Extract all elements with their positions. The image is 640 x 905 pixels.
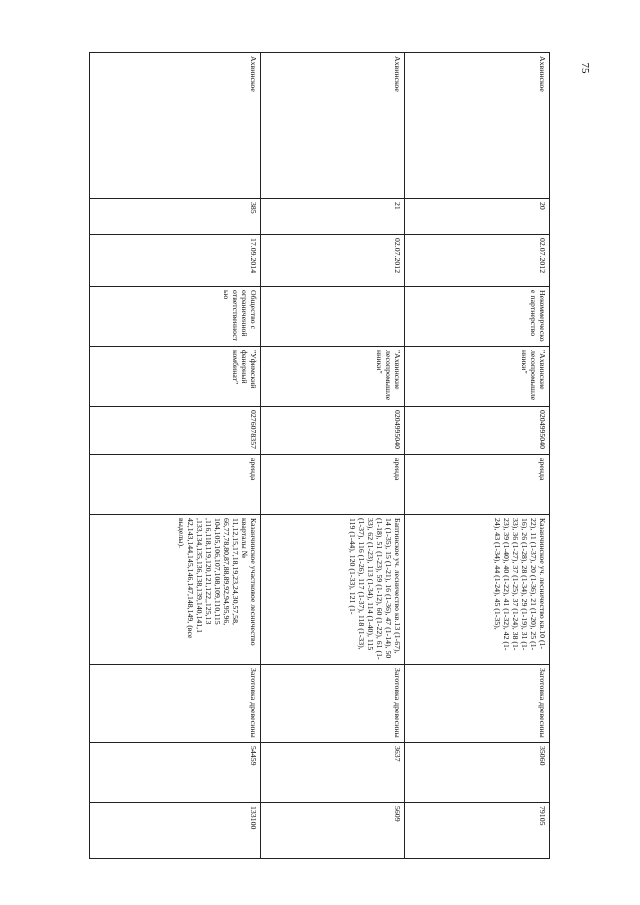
page-number: 75 xyxy=(579,62,591,74)
cell-org-name: "Ахвинские лесопромышленники" xyxy=(405,347,550,407)
cell-inn: 0204995040 xyxy=(405,407,550,455)
cell-inn: 0276078357 xyxy=(90,407,261,455)
forest-lease-table xyxy=(89,52,550,859)
cell-volume: 133100 xyxy=(90,803,261,859)
cell-use: аренда xyxy=(90,455,261,515)
cell-number: 385 xyxy=(90,199,261,235)
cell-org-type: Общество с ограниченной ответственностью xyxy=(90,287,261,347)
cell-purpose: Заготовка древесины xyxy=(405,665,550,743)
cell-org-type xyxy=(261,287,405,347)
cell-number: 21 xyxy=(261,199,405,235)
cell-date: 02.07.2012 xyxy=(261,235,405,287)
cell-district: Ахвинское xyxy=(405,53,550,199)
cell-org-name: "Уфимский фанерный комбинат" xyxy=(90,347,261,407)
table-row xyxy=(405,53,550,859)
table-row xyxy=(261,53,405,859)
cell-area: 3637 xyxy=(261,743,405,803)
cell-volume: 79105 xyxy=(405,803,550,859)
cell-org-name: "Ахвинские лесопромышленники" xyxy=(261,347,405,407)
cell-area: 54459 xyxy=(90,743,261,803)
cell-date: 02.07.2012 xyxy=(405,235,550,287)
forest-lease-table-frame xyxy=(90,52,550,858)
cell-district: Ахвинское xyxy=(90,53,261,199)
cell-purpose: Заготовка древесины xyxy=(261,665,405,743)
table-row xyxy=(90,53,261,859)
cell-number: 20 xyxy=(405,199,550,235)
cell-location: Казанчинское участковое лесничество кварталы № 11,12,15,17,18,19,23,24,30,57,58, 66,77,78,80,87,88,89,92,94,95,96, 104,105,106,107,108,109,110,115 ,116,118,119,120,121,122,,125,13 ,133,134,135,136,138,139,140,141,1 42,143,144,145,146,147,148,149, (все выделы). xyxy=(90,515,261,665)
cell-org-type: Некоммерческое партнерство xyxy=(405,287,550,347)
cell-use: аренда xyxy=(405,455,550,515)
cell-use: аренда xyxy=(261,455,405,515)
cell-area: 35060 xyxy=(405,743,550,803)
cell-volume: 5609 xyxy=(261,803,405,859)
rotated-table-container xyxy=(90,52,550,858)
cell-date: 17.09.2014 xyxy=(90,235,261,287)
cell-purpose: Заготовка древесины xyxy=(90,665,261,743)
cell-location: Казанчинское уч. лесничество кв.10 (1-22), 11 (1-37), 20 (1-36), 21 (1-20), 25 (1-16), 26 (1-28), 28 (1-34), 29 (1-19), 31 (1-33), 36 (1-27), 37 (1-25), 37 (1-24), 38 (1-23), 39 (1-40), 40 (1-22), 41 (1-32), 42 (1-24), 43 (1-34), 44 (1-24), 45 (1-35), xyxy=(405,515,550,665)
cell-district: Ахвинское xyxy=(261,53,405,199)
cell-inn: 0204995040 xyxy=(261,407,405,455)
cell-location: Баптинское уч. лесничество кв.13 (1-67), 14 (1-35), 15 (1-21), 16 (1-36), 47 (1-14), 50 (1-18), 51 (1-23), 59 (1-12), 60 (1-22), 61 (1-33), 62 (1-23), 113 (1-34), 114 (1-40), 115 (1-37), 116 (1-26), 117 (1-37), 118 (1-33), 119 (1-44), 120 (1-33), 121 (1- xyxy=(261,515,405,665)
